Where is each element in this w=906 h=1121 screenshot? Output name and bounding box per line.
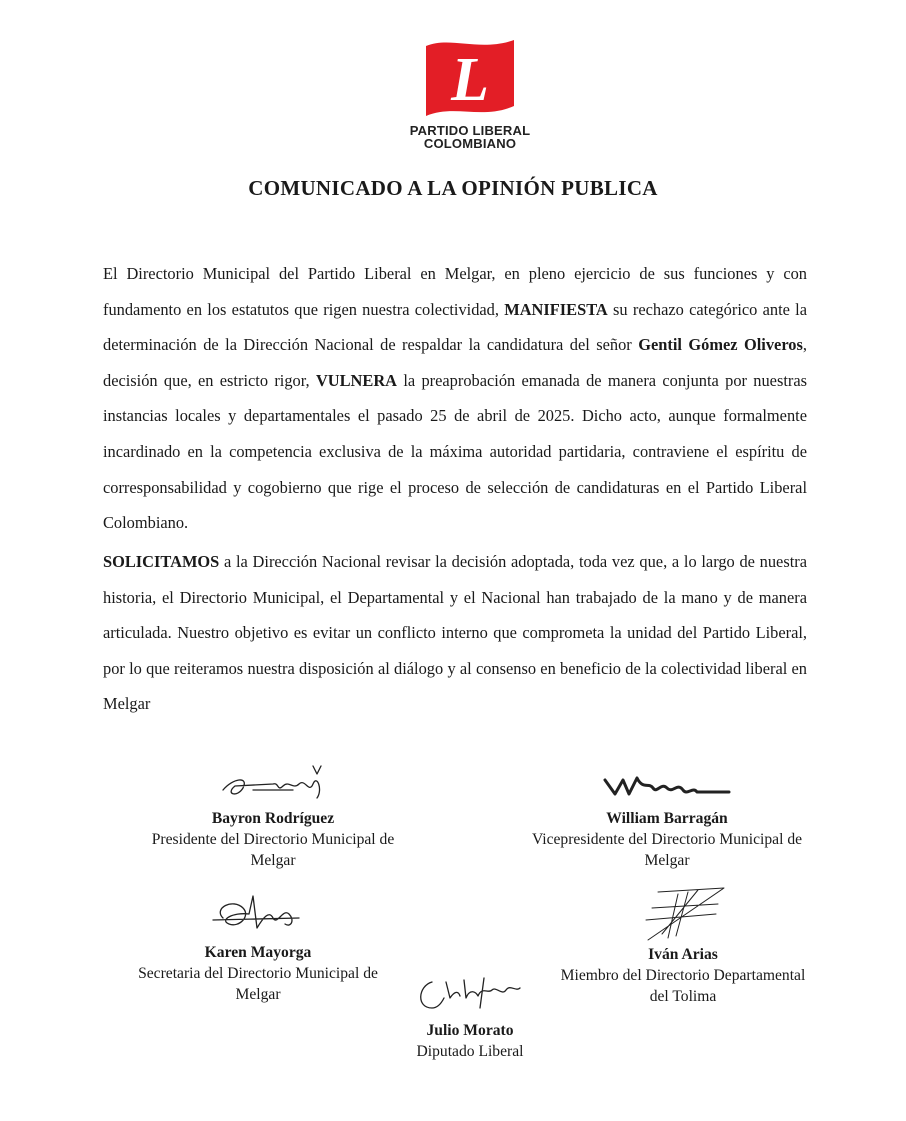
signatory-name: William Barragán — [606, 810, 728, 827]
handwritten-signature-icon — [203, 888, 313, 942]
document-title: COMUNICADO A LA OPINIÓN PUBLICA — [248, 176, 658, 200]
p1-bold-manifiesta: MANIFIESTA — [504, 299, 608, 319]
party-logo — [400, 34, 540, 158]
paragraph-1 — [103, 256, 807, 541]
handwritten-signature-icon — [628, 884, 738, 944]
signatory-role-cont: Melgar — [250, 852, 296, 869]
signatory-role: Miembro del Directorio Departamental — [560, 967, 806, 984]
handwritten-signature-icon — [410, 968, 530, 1020]
p1-bold-vulnera: VULNERA — [315, 370, 398, 390]
p1-text-3: , decisión que, en estricto rigor, — [103, 335, 807, 390]
logo-letter: L — [451, 46, 489, 114]
paragraph-2 — [103, 544, 807, 722]
p1-text-2: su rechazo categórico ante la determinación de la Dirección Nacional de respaldar la candidatura del señor — [103, 299, 807, 355]
signatory-role-cont: Melgar — [235, 986, 281, 1003]
signatory-role-cont: del Tolima — [649, 988, 717, 1005]
signatory-name: Julio Morato — [426, 1022, 514, 1039]
flag-icon — [420, 34, 520, 124]
logo-text-line2: COLOMBIANO — [423, 136, 517, 151]
p2-text-1: a la Dirección Nacional revisar la decisión adoptada, toda vez que, a lo largo de nuestra historia, el Directorio Municipal, el Departamental y el Nacional han trabajado de la mano y de manera articulada. Nuestro objetivo es evitar un conflicto interno que comprometa la unidad del Partido Liberal, por lo que reiteramos nuestra disposición al diálogo y al consenso en beneficio de la colectividad liberal en Melgar — [103, 552, 807, 714]
signatory-name: Bayron Rodríguez — [211, 810, 335, 827]
signatory-name: Karen Mayorga — [204, 944, 312, 961]
p2-bold-solicitamos: SOLICITAMOS — [103, 552, 220, 571]
signature-block-bayron — [118, 760, 428, 871]
p1-text-1: El Directorio Municipal del Partido Liberal en Melgar, en pleno ejercicio de sus funciones y con fundamento en los estatutos que rigen nuestra colectividad, — [103, 264, 807, 319]
signature-block-julio — [360, 968, 580, 1062]
signature-block-william — [498, 760, 836, 871]
p1-bold-candidate: Gentil Gómez Oliveros — [638, 335, 803, 355]
signatory-role: Secretaria del Directorio Municipal de — [138, 965, 378, 982]
signatory-role: Diputado Liberal — [416, 1043, 524, 1060]
logo-text-line1: PARTIDO LIBERAL — [409, 123, 531, 138]
p1-text-4: la preaprobación emanada de manera conjunta por nuestras instancias locales y departamentales el pasado 25 de abril de 2025. Dicho acto, aunque formalmente incardinado en la competencia exclusiva de la máxima autoridad partidaria, contraviene el espíritu de corresponsabilidad y cogobierno que rige el proceso de selección de candidaturas en el Partido Liberal Colombiano. — [103, 370, 807, 533]
signatory-name: Iván Arias — [648, 946, 718, 963]
signatory-role-cont: Melgar — [644, 852, 690, 869]
signatory-role: Presidente del Directorio Municipal de — [151, 831, 395, 848]
signatory-role: Vicepresidente del Directorio Municipal de — [531, 831, 803, 848]
handwritten-signature-icon — [597, 760, 737, 808]
handwritten-signature-icon — [213, 760, 333, 808]
